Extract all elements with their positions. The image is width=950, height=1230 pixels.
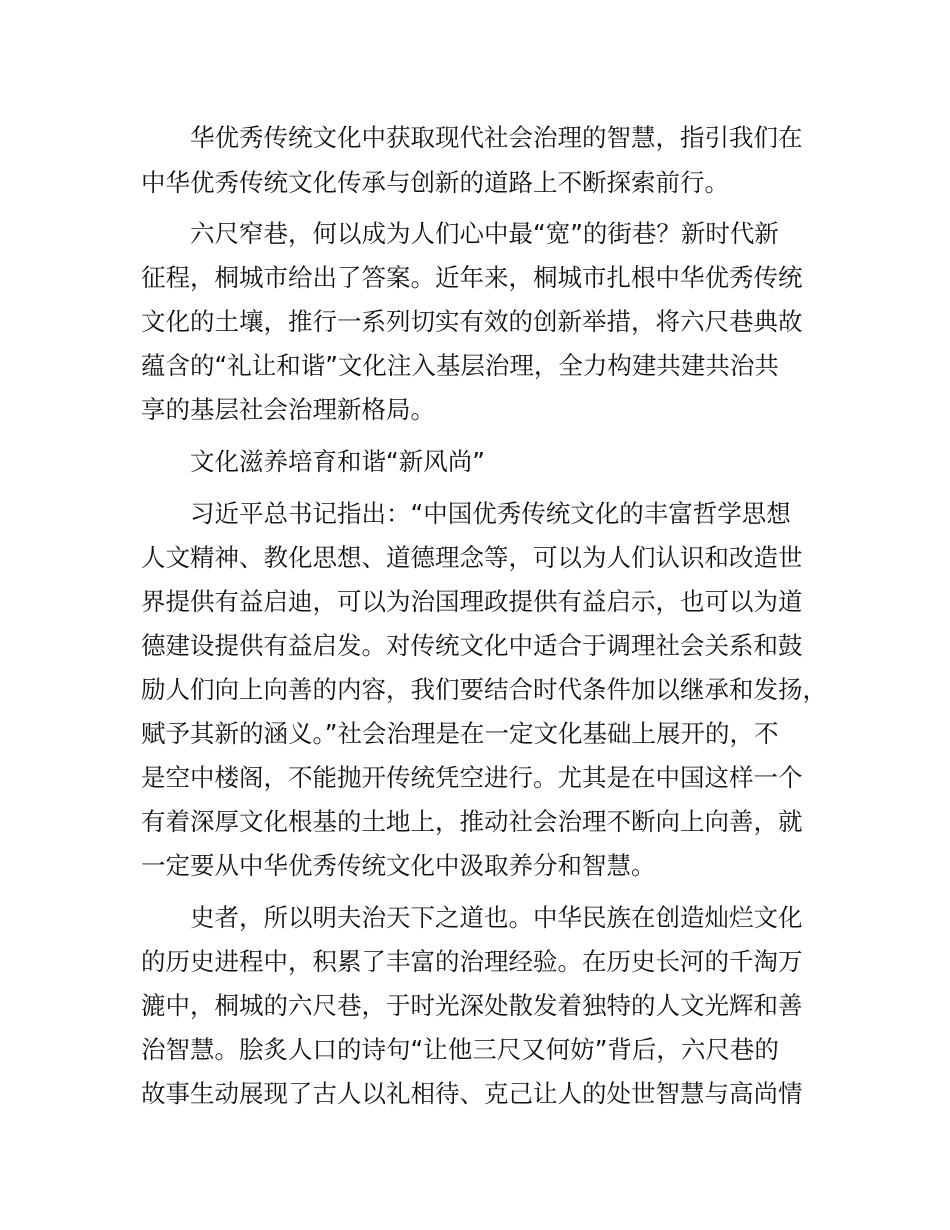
paragraph-4-line-3: 漉中，桐城的六尺巷，于时光深处散发着独特的人文光辉和善: [141, 991, 803, 1020]
paragraph-3-line-6: 赋予其新的涵义。”社会治理是在一定文化基础上展开的，不: [141, 719, 779, 748]
paragraph-3-line-3: 界提供有益启迪，可以为治国理政提供有益启示，也可以为道: [141, 587, 803, 616]
section-heading: 文化滋养培育和谐“新风尚”: [190, 447, 485, 476]
paragraph-1-line-2: 中华优秀传统文化传承与创新的道路上不断探索前行。: [141, 168, 729, 197]
paragraph-4-line-4: 治智慧。脍炙人口的诗句“让他三尺又何妨”背后，六尺巷的: [141, 1035, 779, 1064]
paragraph-2-line-1: 六尺窄巷，何以成为人们心中最“宽”的街巷？新时代新: [190, 219, 779, 248]
paragraph-3-line-4: 德建设提供有益启发。对传统文化中适合于调理社会关系和鼓: [141, 631, 803, 660]
paragraph-3-line-8: 有着深厚文化根基的土地上，推动社会治理不断向上向善，就: [141, 807, 803, 836]
paragraph-3-line-1: 习近平总书记指出：“中国优秀传统文化的丰富哲学思想: [190, 499, 791, 528]
paragraph-2-line-5: 享的基层社会治理新格局。: [141, 395, 435, 424]
paragraph-3-line-9: 一定要从中华优秀传统文化中汲取养分和智慧。: [141, 851, 656, 880]
paragraph-4-line-2: 的历史进程中，积累了丰富的治理经验。在历史长河的千淘万: [141, 947, 803, 976]
paragraph-3-line-7: 是空中楼阁，不能抛开传统凭空进行。尤其是在中国这样一个: [141, 763, 803, 792]
paragraph-2-line-3: 文化的土壤，推行一系列切实有效的创新举措，将六尺巷典故: [141, 307, 803, 336]
paragraph-4-line-1: 史者，所以明夫治天下之道也。中华民族在创造灿烂文化: [190, 903, 803, 932]
paragraph-4-line-5: 故事生动展现了古人以礼相待、克己让人的处世智慧与高尚情: [141, 1079, 803, 1108]
paragraph-2-line-4: 蕴含的“礼让和谐”文化注入基层治理，全力构建共建共治共: [141, 351, 779, 380]
paragraph-3-line-2: 人文精神、教化思想、道德理念等，可以为人们认识和改造世: [141, 543, 803, 572]
paragraph-3-line-5: 励人们向上向善的内容，我们要结合时代条件加以继承和发扬，: [141, 675, 827, 704]
paragraph-2-line-2: 征程，桐城市给出了答案。近年来，桐城市扎根中华优秀传统: [141, 263, 803, 292]
paragraph-1-line-1: 华优秀传统文化中获取现代社会治理的智慧，指引我们在: [190, 123, 803, 152]
